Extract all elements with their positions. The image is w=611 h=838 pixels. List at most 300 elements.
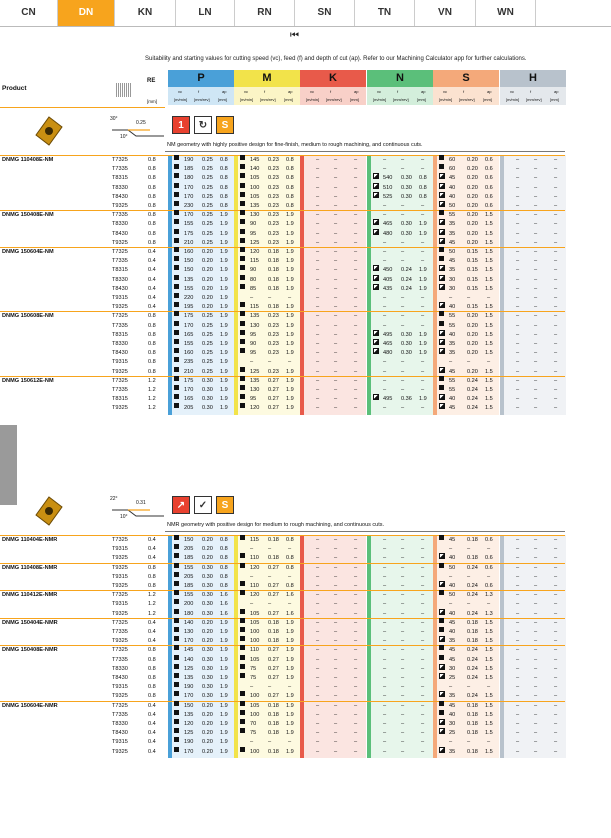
cutting-speed: 135 <box>250 313 260 320</box>
suitability-indicator <box>439 192 445 198</box>
empty-dash: – <box>334 322 338 329</box>
cutting-speed: 135 <box>184 675 194 681</box>
empty-dash: – <box>554 203 558 209</box>
empty-dash: – <box>383 377 387 384</box>
feed: 0.18 <box>467 711 478 718</box>
grade: T8330 <box>112 276 128 283</box>
empty-dash: – <box>316 656 320 663</box>
subheader-f: f <box>264 89 266 94</box>
depth-of-cut: 1.9 <box>286 212 294 219</box>
suitability-indicator <box>240 339 245 344</box>
cutting-speed: 155 <box>184 221 194 228</box>
suitability-indicator <box>240 627 245 632</box>
suitability-indicator <box>174 302 179 307</box>
suitability-indicator <box>373 265 379 271</box>
empty-dash: – <box>554 359 558 366</box>
empty-dash: – <box>354 239 358 246</box>
corner-radius: 0.4 <box>148 721 156 727</box>
empty-dash: – <box>534 396 538 403</box>
cutting-speed: 40 <box>449 184 456 191</box>
cutting-speed: 105 <box>250 193 260 200</box>
corner-radius: 0.8 <box>148 166 156 173</box>
empty-dash: – <box>421 573 425 580</box>
empty-dash: – <box>534 157 538 163</box>
suitability-indicator <box>174 265 179 270</box>
cutting-speed: 25 <box>449 675 456 681</box>
empty-dash: – <box>354 592 358 599</box>
group-header-h: H <box>500 70 566 87</box>
cutting-speed: 35 <box>449 748 456 755</box>
suitability-indicator <box>439 618 444 623</box>
suitability-indicator <box>439 164 444 169</box>
cutting-speed: 95 <box>250 396 257 403</box>
feed: 0.20 <box>467 239 478 246</box>
subheader-f: f <box>397 89 399 94</box>
empty-dash: – <box>354 583 358 589</box>
empty-dash: – <box>316 638 320 645</box>
empty-dash: – <box>334 748 338 755</box>
cutting-speed: 165 <box>184 331 194 338</box>
re-column-header: RE <box>147 78 156 84</box>
cutting-speed: 45 <box>449 537 456 543</box>
cutting-speed: 130 <box>250 387 260 393</box>
empty-dash: – <box>534 258 538 265</box>
empty-dash: – <box>534 583 538 589</box>
cutting-speed: 45 <box>449 619 456 626</box>
empty-dash: – <box>316 629 320 635</box>
group-subheader-m <box>234 87 300 105</box>
empty-dash: – <box>354 157 358 163</box>
empty-dash: – <box>334 258 338 265</box>
feed: 0.23 <box>268 230 279 237</box>
empty-dash: – <box>383 675 387 681</box>
feed: 0.30 <box>202 573 213 580</box>
group-subheader-k <box>300 87 366 105</box>
empty-dash: – <box>334 166 338 173</box>
empty-dash: – <box>354 193 358 200</box>
empty-dash: – <box>288 359 292 366</box>
suitability-indicator <box>174 563 179 568</box>
empty-dash: – <box>383 684 387 691</box>
subheader-f: f <box>330 89 332 94</box>
empty-dash: – <box>421 258 425 265</box>
feed: 0.20 <box>467 212 478 219</box>
feed: 0.20 <box>202 702 213 709</box>
cutting-speed: 115 <box>250 304 259 311</box>
empty-dash: – <box>334 601 338 608</box>
grade: T7325 <box>112 377 128 384</box>
suitability-indicator <box>240 155 245 160</box>
feed: 0.20 <box>467 313 478 320</box>
corner-radius: 1.2 <box>148 610 156 617</box>
depth-of-cut: 0.6 <box>485 203 493 209</box>
depth-of-cut: 1.9 <box>220 377 228 384</box>
empty-dash: – <box>401 368 405 375</box>
tab-dn[interactable]: DN <box>58 0 115 26</box>
empty-dash: – <box>334 739 338 746</box>
empty-dash: – <box>334 583 338 589</box>
feed: 0.23 <box>268 221 279 228</box>
tab-vn[interactable]: VN <box>415 0 476 26</box>
feed: 0.23 <box>268 175 279 182</box>
cutting-speed: 60 <box>449 166 456 173</box>
suitability-indicator <box>240 636 245 641</box>
feed: 0.23 <box>268 193 279 200</box>
feed: 0.20 <box>202 739 213 746</box>
empty-dash: – <box>334 249 338 255</box>
empty-dash: – <box>534 638 538 645</box>
empty-dash: – <box>554 405 558 412</box>
empty-dash: – <box>354 230 358 237</box>
empty-dash: – <box>554 387 558 393</box>
cutting-speed: 155 <box>184 341 194 347</box>
table-row <box>0 403 611 413</box>
tab-cn[interactable]: CN <box>0 0 58 26</box>
cutting-speed: 105 <box>250 175 260 182</box>
depth-of-cut: 1.6 <box>220 592 228 599</box>
cutting-speed: 175 <box>184 377 194 384</box>
depth-of-cut: 1.5 <box>485 730 493 737</box>
empty-dash: – <box>334 285 338 292</box>
cutting-speed: 55 <box>449 313 456 320</box>
empty-dash: – <box>401 721 405 727</box>
empty-dash: – <box>554 368 558 375</box>
suitability-indicator <box>439 655 444 660</box>
feed: 0.25 <box>202 203 213 209</box>
empty-dash: – <box>516 295 520 301</box>
depth-of-cut: 1.9 <box>220 748 228 755</box>
empty-dash: – <box>334 537 338 543</box>
empty-dash: – <box>516 619 520 626</box>
suitability-indicator <box>439 636 445 642</box>
empty-dash: – <box>334 647 338 654</box>
empty-dash: – <box>383 592 387 599</box>
side-index-tab[interactable] <box>0 425 17 505</box>
cutting-speed: 185 <box>184 555 194 562</box>
grade: T8430 <box>112 730 128 737</box>
empty-dash: – <box>334 656 338 663</box>
empty-dash: – <box>554 331 558 338</box>
empty-dash: – <box>401 583 405 589</box>
cutting-speed: 100 <box>250 693 260 700</box>
empty-dash: – <box>534 693 538 700</box>
feed: 0.20 <box>467 203 478 209</box>
empty-dash: – <box>354 396 358 403</box>
feed: 0.20 <box>202 748 213 755</box>
empty-dash: – <box>534 249 538 255</box>
empty-dash: – <box>487 684 491 691</box>
cutting-speed: 190 <box>184 684 194 691</box>
depth-of-cut: 0.6 <box>485 157 493 163</box>
empty-dash: – <box>534 175 538 182</box>
suitability-indicator <box>174 284 179 289</box>
empty-dash: – <box>516 610 520 617</box>
first-page-icon[interactable]: ⏮ <box>290 30 299 41</box>
suitability-indicator <box>174 219 179 224</box>
cutting-speed: 165 <box>184 396 194 403</box>
empty-dash: – <box>516 739 520 746</box>
empty-dash: – <box>534 675 538 681</box>
corner-radius: 0.8 <box>148 313 156 320</box>
feed: 0.30 <box>202 564 213 571</box>
tab-rn[interactable]: RN <box>235 0 295 26</box>
suitability-indicator <box>439 201 445 207</box>
corner-radius: 0.8 <box>148 221 156 228</box>
cutting-speed: 30 <box>449 276 456 283</box>
empty-dash: – <box>554 739 558 746</box>
feed: 0.25 <box>202 230 213 237</box>
empty-dash: – <box>334 341 338 347</box>
cutting-speed: 40 <box>449 711 456 718</box>
empty-dash: – <box>316 537 320 543</box>
empty-dash: – <box>316 175 320 182</box>
empty-dash: – <box>516 359 520 366</box>
cutting-speed: 180 <box>184 175 194 182</box>
empty-dash: – <box>421 295 425 301</box>
feed: 0.20 <box>467 331 478 338</box>
empty-dash: – <box>467 573 471 580</box>
empty-dash: – <box>383 203 387 209</box>
empty-dash: – <box>334 175 338 182</box>
corner-radius: 0.8 <box>148 203 156 209</box>
empty-dash: – <box>334 619 338 626</box>
product-name: DNMG 110408E-NMR <box>2 564 58 571</box>
empty-dash: – <box>516 175 520 182</box>
tab-ln[interactable]: LN <box>176 0 235 26</box>
product-name: DNMG 150404E-NMR <box>2 619 58 626</box>
cutting-speed: 40 <box>449 193 456 200</box>
suitability-indicator <box>174 247 179 252</box>
grade: T9325 <box>112 564 128 571</box>
feed: 0.20 <box>467 221 478 228</box>
cutting-speed: 40 <box>449 331 456 338</box>
empty-dash: – <box>383 564 387 571</box>
empty-dash: – <box>316 396 320 403</box>
feed: 0.20 <box>467 175 478 182</box>
suitability-indicator <box>240 385 245 390</box>
corner-radius: 0.4 <box>148 304 156 311</box>
product-name: DNMG 110404E-NMR <box>2 537 58 543</box>
cutting-speed: 200 <box>184 601 194 608</box>
empty-dash: – <box>316 322 320 329</box>
empty-dash: – <box>334 702 338 709</box>
depth-of-cut: 1.9 <box>220 239 228 246</box>
empty-dash: – <box>354 313 358 320</box>
empty-dash: – <box>354 564 358 571</box>
cutting-speed: 35 <box>449 693 456 700</box>
depth-of-cut: 1.9 <box>286 350 294 357</box>
cutting-speed: 155 <box>184 564 194 571</box>
depth-of-cut: 1.9 <box>419 331 427 338</box>
geometry-description: NM geometry with highly positive design for fine-finish, medium to rough machining, and continuous cuts. <box>167 142 423 148</box>
tab-tn[interactable]: TN <box>355 0 415 26</box>
depth-of-cut: 1.9 <box>220 665 228 672</box>
grade: T9315 <box>112 295 128 301</box>
subheader-unit-vc: [m/min] <box>439 97 453 102</box>
empty-dash: – <box>421 368 425 375</box>
product-name: DNMG 110408E-NM <box>2 157 54 163</box>
empty-dash: – <box>467 295 471 301</box>
empty-dash: – <box>288 601 292 608</box>
tab-sn[interactable]: SN <box>295 0 355 26</box>
feed: 0.27 <box>268 377 279 384</box>
cutting-speed: 135 <box>250 203 260 209</box>
feed: 0.18 <box>268 702 279 709</box>
depth-of-cut: 1.9 <box>220 702 228 709</box>
cutting-speed: 130 <box>250 322 260 329</box>
cutting-speed: 120 <box>250 405 260 412</box>
empty-dash: – <box>534 739 538 746</box>
depth-of-cut: 0.8 <box>220 564 228 571</box>
suitability-indicator <box>439 673 445 679</box>
empty-dash: – <box>401 601 405 608</box>
empty-dash: – <box>316 276 320 283</box>
depth-of-cut: 1.5 <box>485 249 493 255</box>
empty-dash: – <box>421 583 425 589</box>
cutting-speed: 95 <box>250 230 257 237</box>
depth-of-cut: 1.9 <box>220 295 228 301</box>
depth-of-cut: 1.5 <box>485 322 493 329</box>
cutting-speed: 125 <box>184 665 194 672</box>
empty-dash: – <box>354 619 358 626</box>
suitability-indicator <box>174 572 179 577</box>
empty-dash: – <box>383 730 387 737</box>
empty-dash: – <box>401 610 405 617</box>
empty-dash: – <box>534 184 538 191</box>
depth-of-cut: 1.9 <box>286 665 294 672</box>
empty-dash: – <box>316 350 320 357</box>
suitability-indicator <box>439 238 445 244</box>
empty-dash: – <box>516 583 520 589</box>
empty-dash: – <box>421 546 425 553</box>
geometry-profile <box>110 116 165 142</box>
empty-dash: – <box>250 684 254 691</box>
suitability-indicator <box>240 192 245 197</box>
suitability-indicator <box>174 238 179 243</box>
empty-dash: – <box>534 629 538 635</box>
cutting-speed: 125 <box>250 368 260 375</box>
cutting-speed: 30 <box>449 665 456 672</box>
empty-dash: – <box>467 546 471 553</box>
empty-dash: – <box>534 405 538 412</box>
cutting-speed: 75 <box>250 665 257 672</box>
empty-dash: – <box>354 359 358 366</box>
empty-dash: – <box>554 629 558 635</box>
empty-dash: – <box>467 684 471 691</box>
empty-dash: – <box>316 203 320 209</box>
empty-dash: – <box>554 721 558 727</box>
empty-dash: – <box>316 405 320 412</box>
cutting-speed: 45 <box>449 175 456 182</box>
cutting-speed: 40 <box>449 555 456 562</box>
cutting-speed: 525 <box>383 193 393 200</box>
suitability-indicator <box>439 219 445 225</box>
corner-radius: 0.8 <box>148 322 156 329</box>
suitability-indicator <box>373 284 379 290</box>
depth-of-cut: 0.8 <box>220 175 228 182</box>
depth-of-cut: 1.5 <box>485 675 493 681</box>
suitability-note: Suitability and starting values for cutting speed (vc), feed (f) and depth of cut (ap). Refer to our Machining Calculator app for further calculations. <box>145 56 527 62</box>
depth-of-cut: 1.9 <box>220 638 228 645</box>
empty-dash: – <box>554 258 558 265</box>
feed: 0.20 <box>202 730 213 737</box>
depth-of-cut: 1.9 <box>286 368 294 375</box>
suitability-badge-0: 1 <box>172 116 190 134</box>
empty-dash: – <box>334 221 338 228</box>
feed: 0.25 <box>202 350 213 357</box>
depth-of-cut: 0.6 <box>485 564 493 571</box>
empty-dash: – <box>421 377 425 384</box>
empty-dash: – <box>334 157 338 163</box>
feed: 0.24 <box>401 276 412 283</box>
depth-of-cut: 1.5 <box>485 276 493 283</box>
empty-dash: – <box>516 656 520 663</box>
product-name: DNMG 150608E-NM <box>2 313 54 320</box>
empty-dash: – <box>316 285 320 292</box>
subheader-unit-f: [mm/rev] <box>260 97 276 102</box>
empty-dash: – <box>316 730 320 737</box>
empty-dash: – <box>401 619 405 626</box>
suitability-indicator <box>240 229 245 234</box>
corner-radius: 0.8 <box>148 331 156 338</box>
depth-of-cut: 1.5 <box>485 239 493 246</box>
cutting-speed: 135 <box>250 377 260 384</box>
feed: 0.23 <box>268 341 279 347</box>
cutting-speed: 110 <box>250 583 259 589</box>
feed: 0.20 <box>467 368 478 375</box>
empty-dash: – <box>383 665 387 672</box>
empty-dash: – <box>554 212 558 219</box>
corner-radius: 0.8 <box>148 368 156 375</box>
grade: T8315 <box>112 331 128 338</box>
empty-dash: – <box>534 368 538 375</box>
empty-dash: – <box>316 610 320 617</box>
suitability-indicator <box>174 311 179 316</box>
suitability-indicator <box>439 590 444 595</box>
suitability-indicator <box>240 618 245 623</box>
empty-dash: – <box>554 184 558 191</box>
cutting-speed: 150 <box>184 702 194 709</box>
cutting-speed: 160 <box>184 249 194 255</box>
tab-wn[interactable]: WN <box>476 0 536 26</box>
feed: 0.30 <box>401 193 412 200</box>
grade: T7325 <box>112 592 128 599</box>
empty-dash: – <box>554 341 558 347</box>
empty-dash: – <box>534 619 538 626</box>
feed: 0.24 <box>467 396 478 403</box>
depth-of-cut: 1.9 <box>286 331 294 338</box>
cutting-speed: 210 <box>184 239 194 246</box>
empty-dash: – <box>334 405 338 412</box>
empty-dash: – <box>534 711 538 718</box>
product-name: DNMG 150604E-NM <box>2 249 54 255</box>
empty-dash: – <box>534 573 538 580</box>
tab-kn[interactable]: KN <box>115 0 176 26</box>
depth-of-cut: 0.6 <box>485 537 493 543</box>
depth-of-cut: 1.9 <box>419 230 427 237</box>
empty-dash: – <box>401 295 405 301</box>
suitability-indicator <box>240 247 245 252</box>
empty-dash: – <box>534 193 538 200</box>
depth-of-cut: 1.5 <box>485 748 493 755</box>
suitability-indicator <box>174 275 179 280</box>
empty-dash: – <box>401 647 405 654</box>
empty-dash: – <box>354 693 358 700</box>
empty-dash: – <box>401 546 405 553</box>
subheader-unit-f: [mm/rev] <box>326 97 342 102</box>
suitability-indicator <box>439 275 445 281</box>
corner-radius: 0.4 <box>148 619 156 626</box>
